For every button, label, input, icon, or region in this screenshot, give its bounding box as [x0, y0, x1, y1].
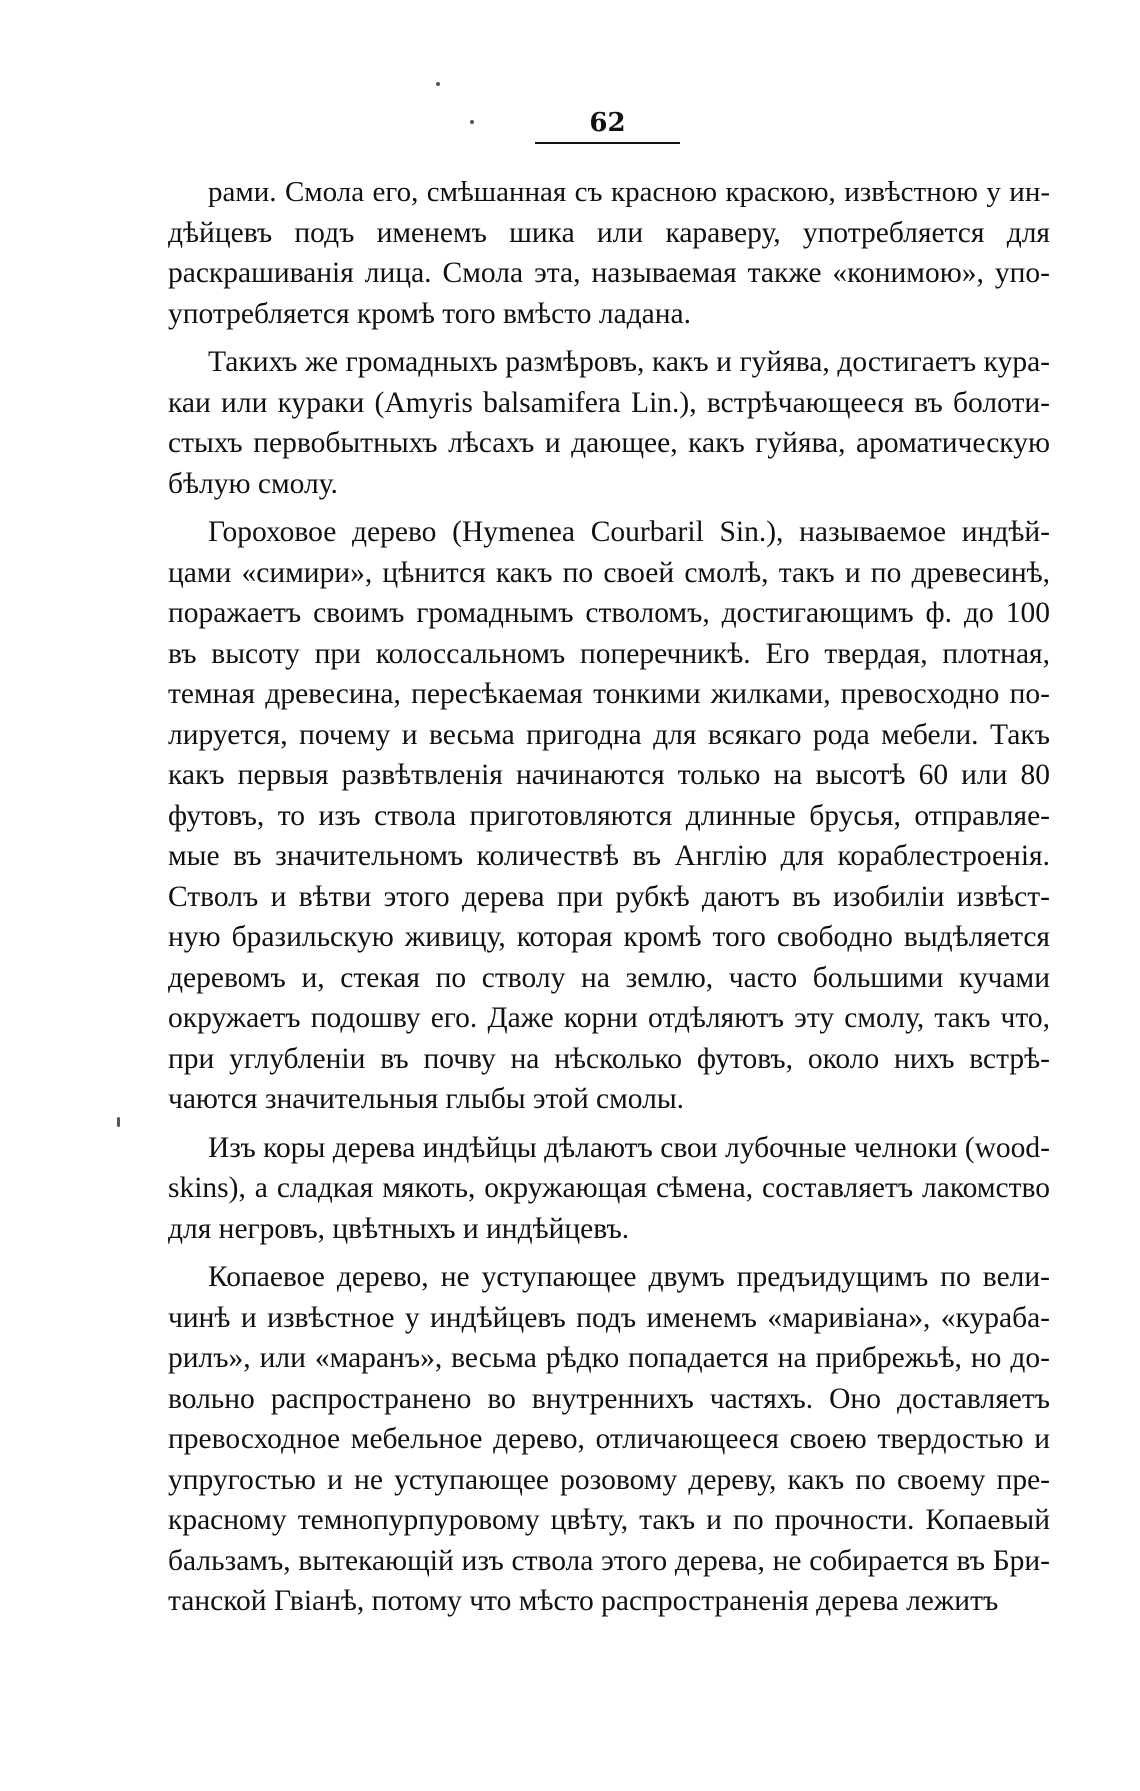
- text-line: бальзамъ, вытекающій изъ ствола этого дерева, не собирается въ Бри-: [168, 1544, 1050, 1577]
- text-line: Копаевое дерево, не уступающее двумъ предъидущимъ по вели-: [208, 1261, 1050, 1293]
- paragraph: [168, 1128, 1050, 1250]
- text-line: Стволъ и вѣтви этого дерева при рубкѣ даютъ въ изобиліи извѣст-: [168, 880, 1050, 913]
- text-line: Такихъ же громадныхъ размѣровъ, какъ и гуйява, достигаетъ кура-: [208, 346, 1050, 378]
- page-number: 62: [535, 108, 680, 144]
- text-line: превосходное мебельное дерево, отличающееся своею твердостью и: [168, 1423, 1050, 1455]
- text-line: ную бразильскую живицу, которая кромѣ того свободно выдѣляется: [168, 921, 1050, 953]
- text-line: цами «симири», цѣнится какъ по своей смолѣ, такъ и по древесинѣ,: [168, 556, 1050, 589]
- text-line: Гороховое дерево (Hymenea Courbaril Sin.), называемое индѣй-: [208, 516, 1050, 548]
- body-text: [168, 172, 1050, 1630]
- text-line: упругостью и не уступающее розовому дереву, какъ по своему пре-: [168, 1463, 1050, 1496]
- paragraph: [168, 342, 1050, 504]
- text-line: бѣлую смолу.: [168, 467, 338, 500]
- paragraph: [168, 512, 1050, 1120]
- paragraph: [168, 172, 1050, 334]
- text-line: окружаетъ подошву его. Даже корни отдѣляютъ эту смолу, такъ что,: [168, 1002, 1050, 1034]
- text-line: рами. Смола его, смѣшанная съ красною краскою, извѣстною у ин-: [208, 176, 1050, 208]
- text-line: рилъ», или «маранъ», весьма рѣдко попадается на прибрежьѣ, но до-: [168, 1342, 1050, 1374]
- text-line: лируется, почему и весьма пригодна для всякаго рода мебели. Такъ: [168, 718, 1050, 751]
- text-line: поражаетъ своимъ громаднымъ стволомъ, достигающимъ ф. до 100: [168, 597, 1050, 629]
- text-line: какъ первыя развѣтвленія начинаются только на высотѣ 60 или 80: [168, 759, 1050, 791]
- page-speck: [436, 82, 440, 86]
- text-line: раскрашиванія лица. Смола эта, называемая также «конимою», упо-: [168, 257, 1050, 289]
- text-line: танской Гвіанѣ, потому что мѣсто распространенія дерева лежитъ: [168, 1585, 999, 1617]
- text-line: чаются значительныя глыбы этой смолы.: [168, 1083, 685, 1115]
- paragraph: [168, 1257, 1050, 1622]
- text-line: темная древесина, пересѣкаемая тонкими жилками, превосходно по-: [168, 678, 1050, 710]
- text-line: въ высоту при колоссальномъ поперечникѣ. Его твердая, плотная,: [168, 637, 1050, 670]
- text-line: чинѣ и извѣстное у индѣйцевъ подъ именемъ «маривіана», «кураба-: [168, 1301, 1050, 1334]
- text-line: деревомъ и, стекая по стволу на землю, часто большими кучами: [168, 961, 1050, 994]
- text-line: каи или кураки (Amyris balsamifera Lin.), встрѣчающееся въ болоти-: [168, 386, 1050, 419]
- text-line: дѣйцевъ подъ именемъ шика или караверу, употребляется для: [168, 216, 1050, 249]
- text-line: skins), а сладкая мякоть, окружающая сѣмена, составляетъ лакомство: [168, 1172, 1050, 1204]
- text-line: Изъ коры дерева индѣйцы дѣлаютъ свои лубочные челноки (wood-: [208, 1131, 1050, 1164]
- text-line: стыхъ первобытныхъ лѣсахъ и дающее, какъ гуйява, ароматическую: [168, 427, 1050, 459]
- text-line: вольно распространено во внутреннихъ частяхъ. Оно доставляетъ: [168, 1382, 1050, 1415]
- text-line: красному темнопурпуровому цвѣту, такъ и по прочности. Копаевый: [168, 1504, 1050, 1536]
- text-line: употребляется кромѣ того вмѣсто ладана.: [168, 297, 692, 330]
- text-line: мые въ значительномъ количествѣ въ Англію для кораблестроенія.: [168, 840, 1050, 872]
- text-line: при углубленіи въ почву на нѣсколько футовъ, около нихъ встрѣ-: [168, 1042, 1050, 1075]
- text-line: футовъ, то изъ ствола приготовляются длинные брусья, отправляе-: [168, 799, 1050, 832]
- text-line: для негровъ, цвѣтныхъ и индѣйцевъ.: [168, 1212, 630, 1245]
- page-speck: [117, 1117, 120, 1127]
- page-speck: [470, 120, 474, 124]
